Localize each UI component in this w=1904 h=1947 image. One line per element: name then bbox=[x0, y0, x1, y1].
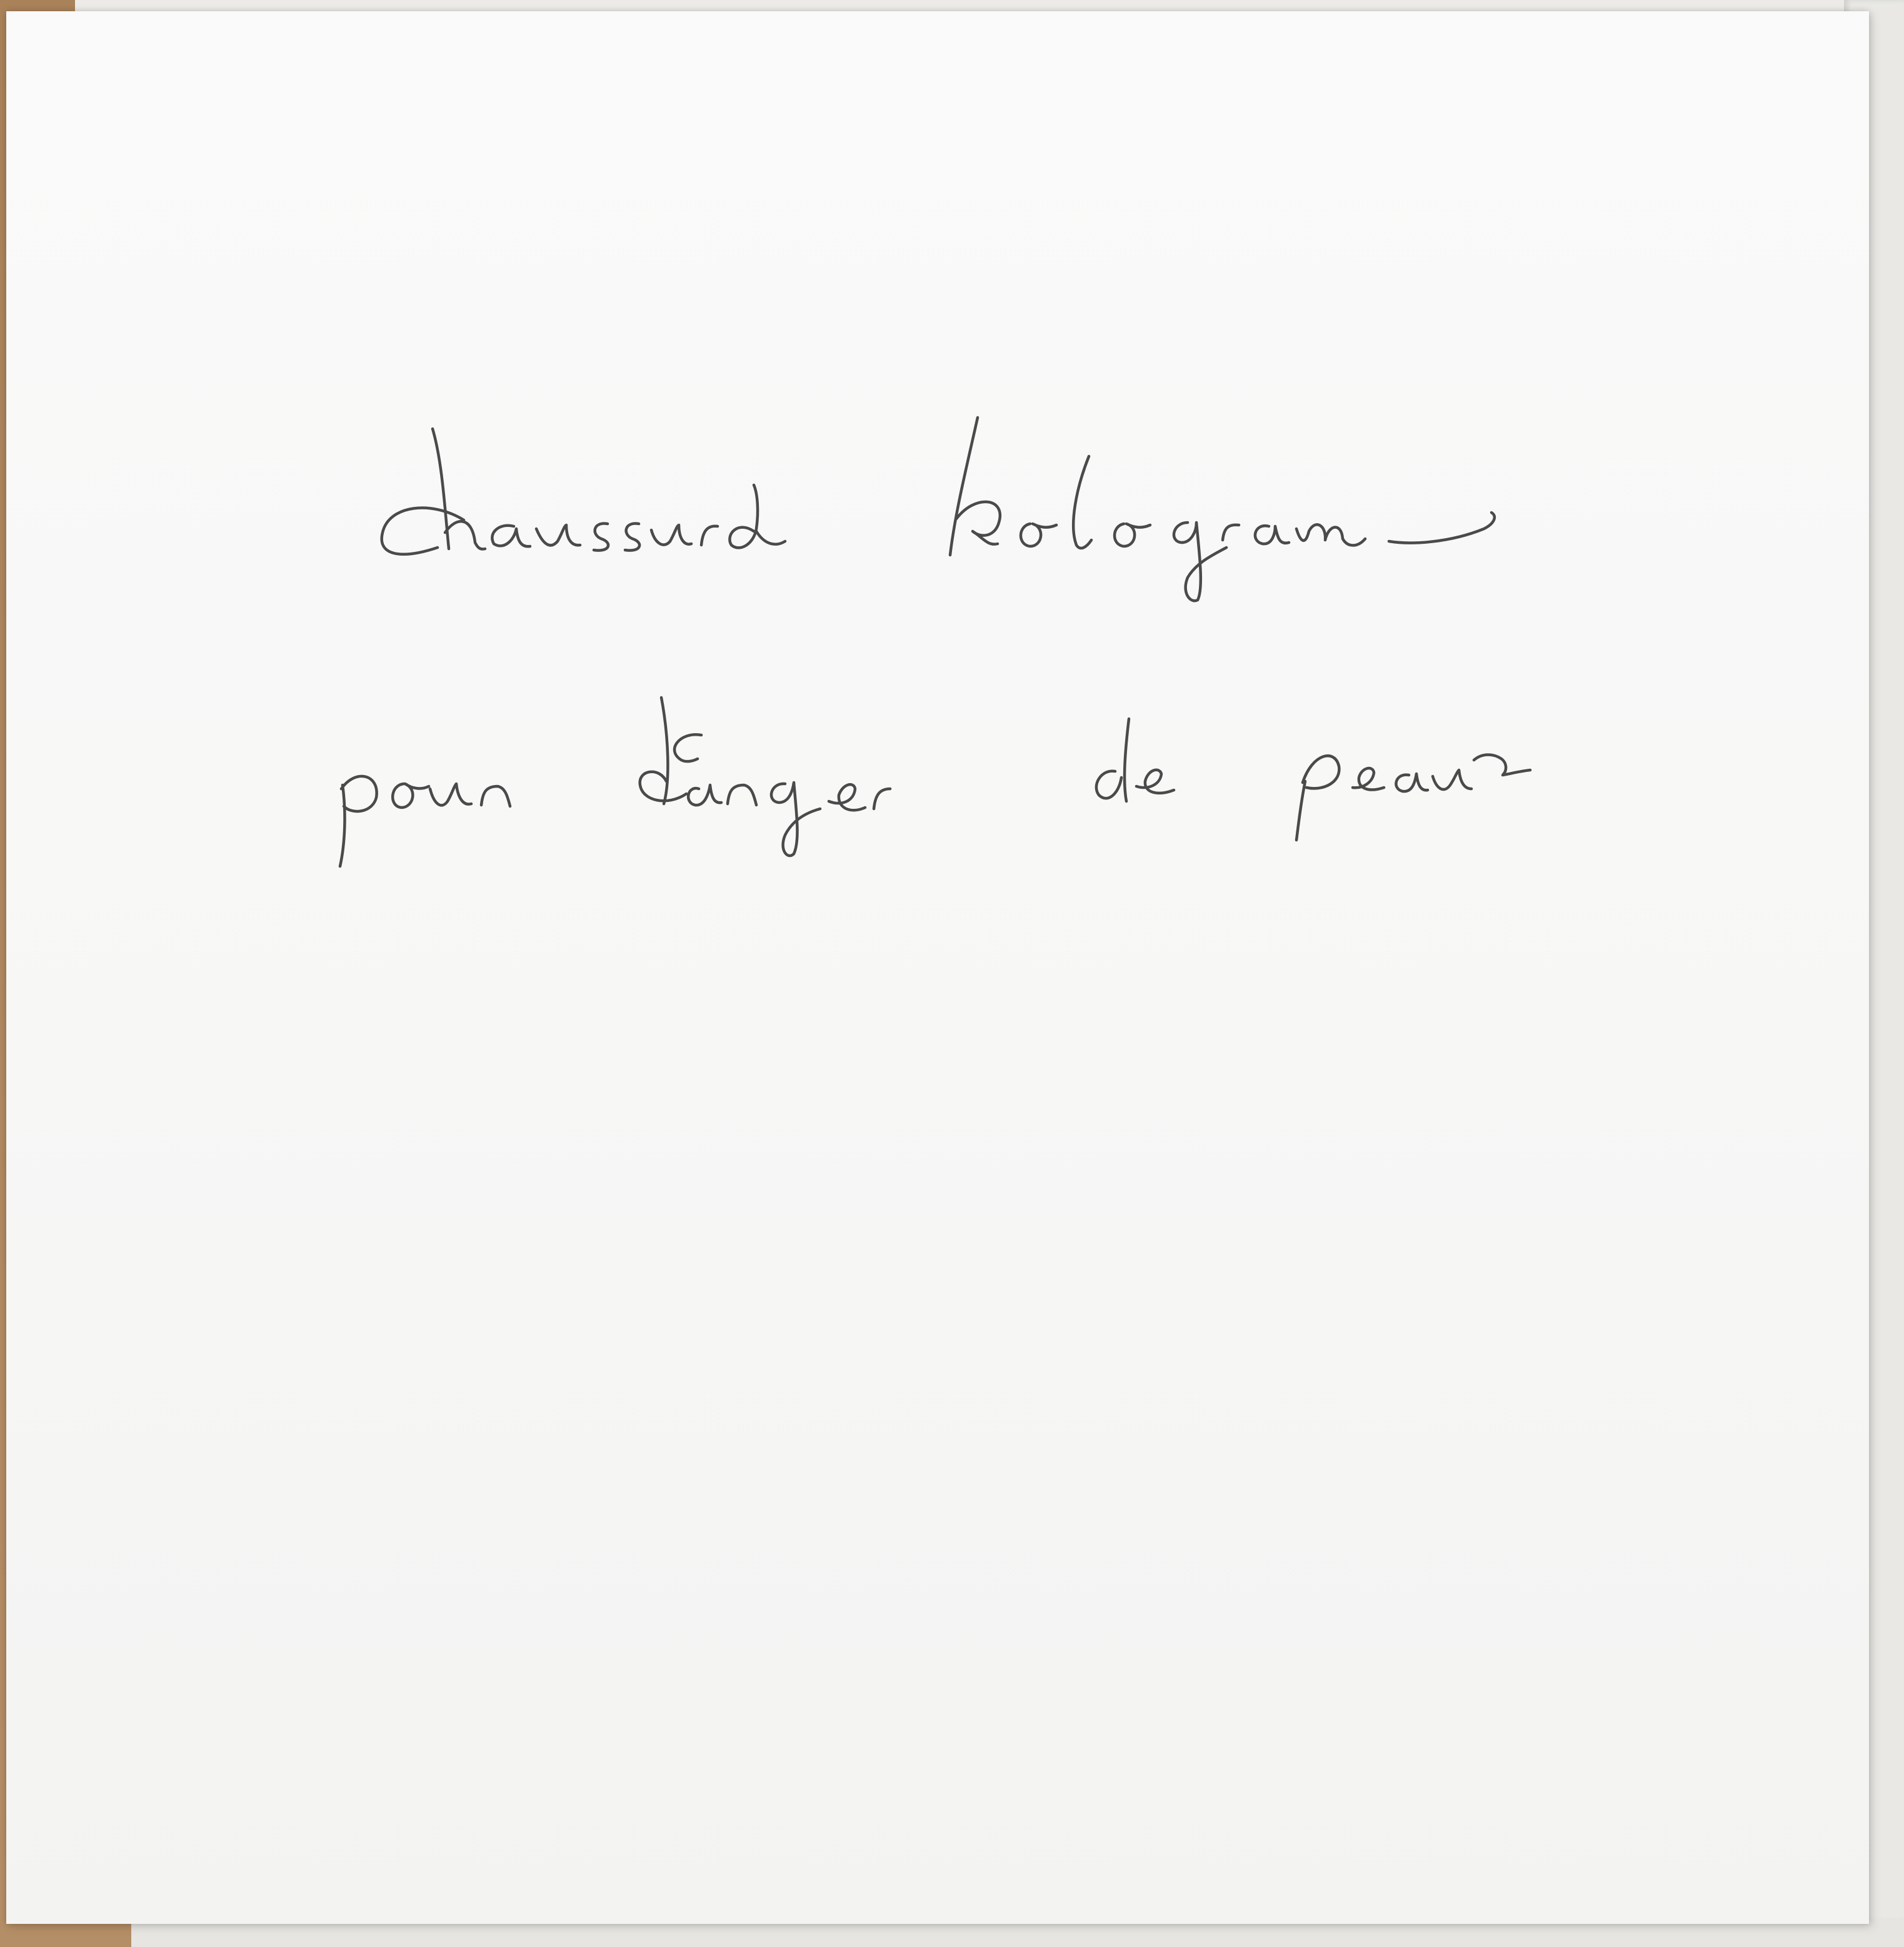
handwritten-line-2 bbox=[340, 698, 1530, 866]
handwritten-line-1 bbox=[382, 418, 1495, 601]
